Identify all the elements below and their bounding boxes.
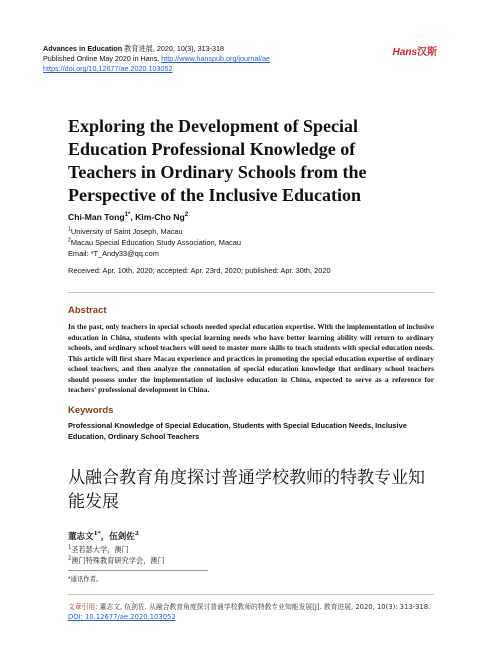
author-1-sup: 1* — [124, 212, 131, 219]
received-dates: Received: Apr. 10th, 2020; accepted: Apr. 23rd, 2020; published: Apr. 30th, 2020 — [68, 266, 331, 275]
hans-logo — [393, 43, 437, 58]
divider-bottom — [68, 594, 434, 595]
corresponding-note: *通讯作者。 — [68, 576, 103, 583]
journal-url-link[interactable]: http://www.hanspub.org/journal/ae — [161, 54, 270, 63]
logo-cn-text: 汉斯 — [417, 47, 437, 58]
journal-cn-info: 教育进展, 2020, 10(3), 313-318 — [124, 44, 224, 53]
chinese-title: 从融合教育角度探讨普通学校教师的特教专业知能发展 — [68, 468, 425, 512]
affil-1: University of Saint Joseph, Macau — [70, 227, 183, 236]
chinese-affiliations — [68, 544, 165, 566]
cn-affil-1: 圣若瑟大学，澳门 — [71, 545, 129, 554]
author-1: Chi-Man Tong — [68, 212, 125, 222]
abstract-heading: Abstract — [68, 305, 107, 316]
cn-author-1-sup: 1* — [93, 530, 101, 538]
affil-2: Macau Special Education Study Association, Macau — [70, 238, 241, 247]
cn-affil-2: 澳门特殊教育研究学会，澳门 — [71, 556, 165, 565]
author-sep: , Kim-Cho Ng — [130, 212, 185, 222]
affil-1-num: 1 — [68, 226, 71, 233]
paper-title: Exploring the Development of Special Education Professional Knowledge of Teachers in Ordinary Schools from the Perspective of the Inclusive Education — [68, 116, 367, 205]
cn-author-sep: ，伍剑佐 — [100, 532, 135, 542]
journal-name: Advances in Education — [43, 44, 123, 53]
published-text: Published Online May 2020 in Hans. — [43, 54, 160, 63]
logo-hans-text: Hans — [392, 47, 417, 58]
authors-line — [68, 212, 188, 222]
divider-top — [68, 292, 434, 293]
published-line — [43, 54, 438, 64]
citation-doi-link[interactable]: DOI: 10.12677/ae.2020.103052 — [68, 613, 176, 621]
cn-affil-1-num: 1 — [68, 544, 72, 551]
abstract-text: In the past, only teachers in special schools needed special education expertise. With the implementation of inclusive education in China, students with special learning needs who have better learning ability will return to ordinary schools, and ordinary school teachers will need to master more skills to teach students with special education needs. This article will first share Macau experience and practices in promoting the special education expertise of ordinary school teachers, and then analyze the connotation of special education knowledge that ordinary school teachers should possess under the implementation of inclusive education in China, expected to serve as a reference for teachers' professional development in China. — [68, 322, 434, 394]
keywords-heading: Keywords — [68, 405, 114, 416]
affil-2-num: 2 — [68, 237, 71, 244]
citation-label: 文章引用: — [68, 603, 98, 611]
cn-author-2-sup: 2 — [134, 530, 139, 538]
affiliations — [68, 226, 241, 259]
author-2-sup: 2 — [184, 212, 189, 219]
journal-header — [43, 44, 438, 74]
keywords-text: Professional Knowledge of Special Education, Students with Special Education Needs, Inclusive Education, Ordinary School Teachers — [68, 421, 407, 441]
cn-author-1: 董志文 — [68, 532, 94, 542]
journal-line — [43, 44, 438, 54]
footnote-rule — [68, 570, 208, 571]
doi-link[interactable]: https://doi.org/10.12677/ae.2020.103052 — [43, 64, 173, 73]
email-line: Email: *T_Andy33@qq.com — [68, 249, 159, 258]
citation-block — [68, 602, 438, 622]
chinese-authors — [68, 530, 139, 542]
cn-affil-2-num: 2 — [68, 555, 72, 562]
citation-text: 董志文, 伍剑佐. 从融合教育角度探讨普通学校教师的特教专业知能发展[J]. 教育进展, 2020, 10(3): 313-318. — [97, 603, 431, 611]
